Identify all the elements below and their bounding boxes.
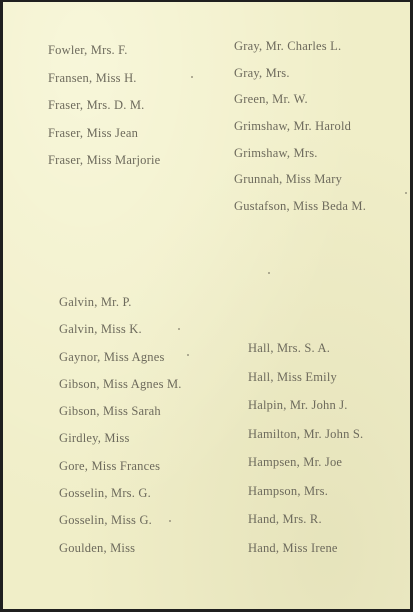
name-entry: Gray, Mr. Charles L.: [234, 39, 342, 53]
paper-speck: [268, 272, 270, 274]
paper-speck: [187, 354, 189, 356]
name-entry: Fraser, Mrs. D. M.: [48, 98, 145, 112]
name-entry: Galvin, Mr. P.: [59, 295, 132, 309]
name-entry: Hall, Mrs. S. A.: [248, 341, 331, 355]
paper-speck: [178, 328, 180, 330]
name-entry: Hamilton, Mr. John S.: [248, 426, 364, 441]
name-entry: Hampsen, Mr. Joe: [248, 455, 343, 469]
name-entry: Grimshaw, Mr. Harold: [234, 119, 352, 134]
name-entry: Gore, Miss Frances: [59, 458, 161, 473]
document-page: [3, 2, 410, 609]
name-list-bottom-right: [248, 342, 363, 570]
paper-speck: [169, 520, 171, 522]
name-entry: Fowler, Mrs. F.: [48, 43, 128, 57]
name-entry: Gibson, Miss Sarah: [59, 404, 161, 419]
name-entry: Gray, Mrs.: [234, 65, 290, 80]
name-entry: Gustafson, Miss Beda M.: [234, 199, 367, 214]
name-entry: Gosselin, Miss G.: [59, 513, 152, 528]
paper-speck: [405, 192, 407, 194]
name-entry: Hand, Mrs. R.: [248, 512, 322, 526]
name-entry: Fraser, Miss Jean: [48, 125, 139, 140]
name-entry: Gaynor, Miss Agnes: [59, 349, 165, 364]
name-entry: Gosselin, Mrs. G.: [59, 486, 151, 501]
name-entry: Fransen, Miss H.: [48, 70, 137, 85]
name-entry: Hall, Miss Emily: [248, 369, 337, 384]
name-entry: Hand, Miss Irene: [248, 540, 338, 555]
name-entry: Green, Mr. W.: [234, 92, 308, 107]
name-entry: Halpin, Mr. John J.: [248, 398, 348, 412]
name-entry: Grimshaw, Mrs.: [234, 145, 318, 160]
paper-speck: [191, 76, 193, 78]
name-entry: Girdley, Miss: [59, 431, 130, 446]
name-list-bottom-left: [59, 296, 182, 569]
name-entry: Gibson, Miss Agnes M.: [59, 376, 182, 391]
name-entry: Grunnah, Miss Mary: [234, 172, 343, 187]
name-entry: Goulden, Miss: [59, 540, 136, 555]
name-list-top-right: [234, 40, 366, 227]
name-list-top-left: [48, 44, 160, 182]
name-entry: Fraser, Miss Marjorie: [48, 153, 161, 167]
name-entry: Hampson, Mrs.: [248, 483, 329, 498]
name-entry: Galvin, Miss K.: [59, 322, 142, 337]
